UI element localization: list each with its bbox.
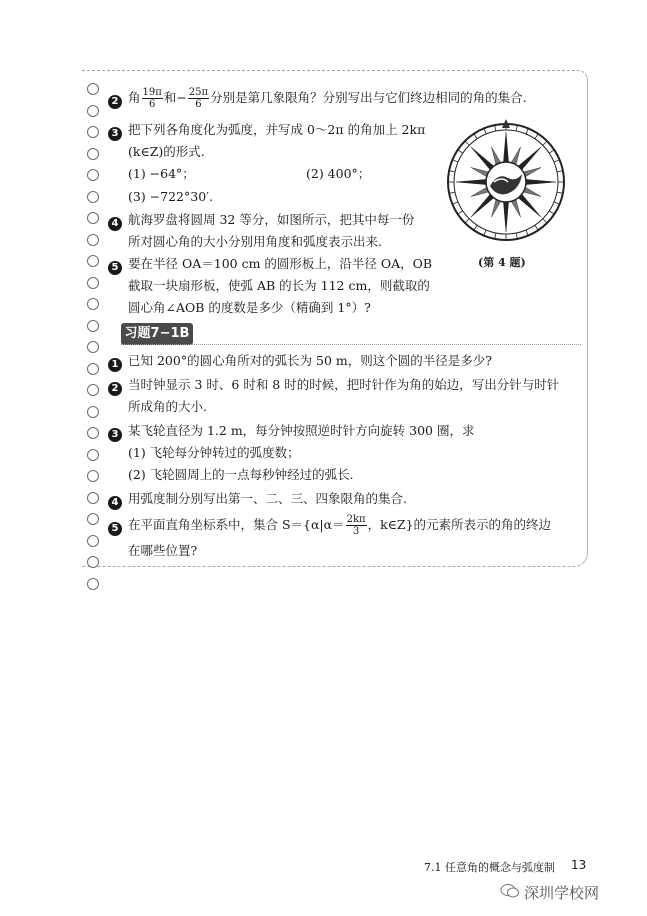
exercise-b-1: [108, 347, 492, 374]
sub-item: (1) 飞轮每分钟转过的弧度数；: [128, 445, 300, 460]
question-text: 在哪些位置?: [128, 543, 198, 558]
binder-hole: [87, 320, 99, 332]
question-text: 截取一块扇形板，使弧 AB 的长为 112 cm，则截取的: [128, 278, 430, 293]
question-text: 在平面直角坐标系中，集合 S＝{α|α＝: [128, 517, 345, 532]
sub-item: (3) −722°30′.: [128, 189, 213, 204]
question-text: 所对圆心角的大小分别用角度和弧度表示出来.: [128, 234, 382, 249]
numerator: 2kπ: [346, 514, 366, 525]
question-number: 4: [108, 217, 122, 231]
wechat-logo-icon: [500, 884, 520, 898]
binder-hole: [87, 556, 99, 568]
sub-item: (1) −64°；: [128, 166, 195, 181]
question-number: 5: [108, 261, 122, 275]
question-text: 当时钟显示 3 时、6 时和 8 时的时候，把时针作为角的始边，写出分针与时针: [128, 377, 560, 392]
fraction: [346, 514, 367, 537]
binder-hole: [87, 148, 99, 160]
question-text: (k∈Z)的形式.: [128, 144, 205, 159]
fraction: [142, 87, 163, 110]
compass-rose-figure: [442, 116, 570, 244]
binder-hole: [87, 169, 99, 181]
numerator: 19π: [142, 87, 162, 98]
fraction: [188, 87, 209, 110]
binder-hole: [87, 212, 99, 224]
binder-hole: [87, 255, 99, 267]
question-text: 某飞轮直径为 1.2 m，每分钟按照逆时针方向旋转 300 圈，求: [128, 423, 475, 438]
question-number: 4: [108, 496, 122, 510]
figure-caption: (第 4 题): [478, 256, 526, 269]
question-text: 要在半径 OA＝100 cm 的圆形板上，沿半径 OA，OB: [128, 256, 433, 271]
binder-hole: [87, 191, 99, 203]
question-text: 所成角的大小.: [128, 399, 207, 414]
binder-hole: [87, 277, 99, 289]
binder-hole: [87, 384, 99, 396]
sub-item: (2) 400°；: [306, 166, 371, 181]
denominator: 6: [195, 99, 202, 110]
binder-holes: [87, 83, 101, 599]
binder-hole: [87, 535, 99, 547]
question-text: 航海罗盘将圆周 32 等分，如图所示，把其中每一份: [128, 212, 415, 227]
binder-hole: [87, 513, 99, 525]
binder-hole: [87, 341, 99, 353]
question-number: 2: [108, 382, 122, 396]
question-number: 1: [108, 358, 122, 372]
section-divider: [121, 344, 581, 345]
question-text: 角: [128, 90, 141, 105]
binder-hole: [87, 406, 99, 418]
question-text: 用弧度制分别写出第一、二、三、四象限角的集合.: [128, 491, 407, 506]
denominator: 3: [352, 526, 360, 537]
question-text: 圆心角∠AOB 的度数是多少（精确到 1°）?: [128, 300, 371, 315]
exercise-2: [108, 84, 527, 111]
question-number: 2: [108, 95, 122, 109]
question-number: 5: [108, 522, 122, 536]
binder-hole: [87, 83, 99, 95]
question-number: 3: [108, 127, 122, 141]
exercise-b-5: [108, 511, 551, 538]
binder-hole: [87, 492, 99, 504]
binder-hole: [87, 427, 99, 439]
question-number: 3: [108, 428, 122, 442]
exercise-b-4: [108, 485, 407, 512]
watermark-text: 深圳学校网: [524, 884, 600, 902]
chapter-footer: 7.1 任意角的概念与弧度制: [424, 861, 555, 874]
denominator: 6: [148, 99, 156, 110]
question-text: 已知 200°的圆心角所对的弧长为 50 m，则这个圆的半径是多少?: [128, 353, 492, 368]
binder-hole: [87, 363, 99, 375]
binder-hole: [87, 449, 99, 461]
question-text: ，k∈Z}的元素所表示的角的终边: [367, 517, 552, 532]
question-text: 把下列各角度化为弧度，并写成 0～2π 的角加上 2kπ: [128, 122, 426, 137]
binder-hole: [87, 105, 99, 117]
binder-hole: [87, 578, 99, 590]
binder-hole: [87, 298, 99, 310]
sub-item: (2) 飞轮圆周上的一点每秒钟经过的弧长.: [128, 467, 354, 482]
page-number: 13: [571, 858, 587, 872]
binder-hole: [87, 470, 99, 482]
section-title: 习题7−1B: [121, 323, 193, 345]
binder-hole: [87, 126, 99, 138]
question-text: 分别是第几象限角？分别写出与它们终边相同的角的集合.: [210, 90, 527, 105]
numerator: 25π: [188, 87, 209, 98]
binder-hole: [87, 234, 99, 246]
question-text: 和−: [163, 90, 187, 105]
